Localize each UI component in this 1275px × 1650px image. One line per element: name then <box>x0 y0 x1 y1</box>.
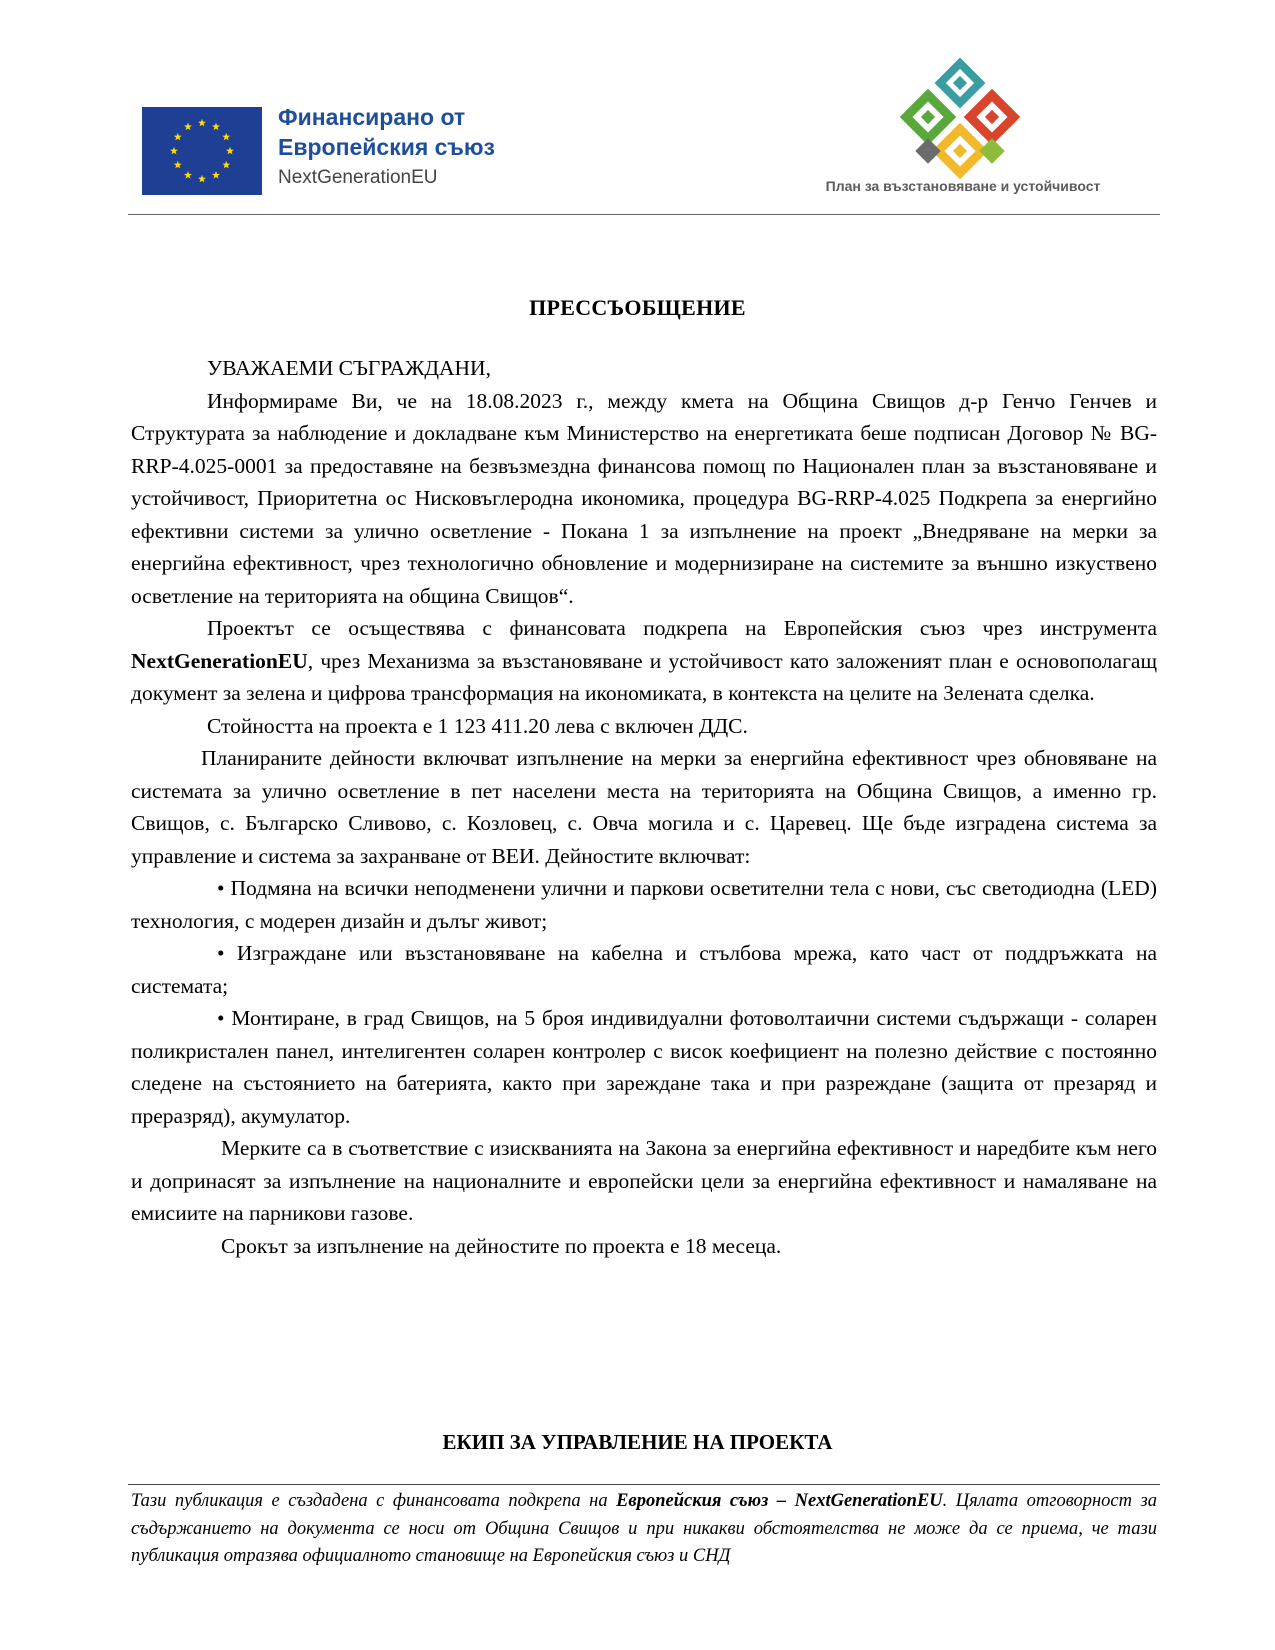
bullet-item: • Подмяна на всички неподменени улични и паркови осветителни тела с нови, със светодиодна (LED) технология, с модерен дизайн и дълъг живот; <box>131 876 1157 933</box>
eu-funding-line2: Европейския съюз <box>278 134 495 160</box>
eu-flag-logo <box>142 107 262 195</box>
paragraph-project-value: Стойността на проекта е 1 123 411.20 лева с включен ДДС. <box>207 713 748 738</box>
signature-team: ЕКИП ЗА УПРАВЛЕНИЕ НА ПРОЕКТА <box>442 1430 833 1454</box>
footer-text-1: Тази публикация е създадена с финансовата подкрепа на <box>131 1491 617 1511</box>
salutation: УВАЖАЕМИ СЪГРАЖДАНИ, <box>207 356 491 380</box>
footer-divider <box>128 1484 1160 1485</box>
eu-funding-label <box>278 102 495 192</box>
footer-funder: Европейския съюз – NextGenerationEU <box>616 1491 943 1511</box>
eu-funding-line3: NextGenerationEU <box>278 167 438 188</box>
recovery-plan-logo <box>880 55 1040 190</box>
bullet-item: • Изграждане или възстановяване на кабелна и стълбова мрежа, като част от поддръжката на системата; <box>131 941 1157 998</box>
paragraph-activities: Планираните дейности включват изпълнение на мерки за енергийна ефективност чрез обновяване на системата за улично осветление в пет населени места на територията на Община Свищов, а именно гр. Свищов, с. Българско Сливово, с. Козловец, с. Овча могила и с. Царевец. Ще бъде изградена система за управление и система за захранване от ВЕИ. Дейностите включват: <box>131 746 1157 868</box>
paragraph-contract: Информираме Ви, че на 18.08.2023 г., между кмета на Община Свищов д-р Генчо Генчев и Структурата за наблюдение и докладване към Министерство на енергетиката беше подписан Договор № BG-RRP-4.025-0001 за предоставяне на безвъзмездна финансова помощ по Национален план за възстановяване и устойчивост, Приоритетна ос Нисковъглеродна икономика, процедура BG-RRP-4.025 Подкрепа за енергийно ефективни системи за улично осветление - Покана 1 за изпълнение на проект „Внедряване на мерки за енергийна ефективност, чрез технологично обновление и модернизиране на системите за външно изкуствено осветление на територията на община Свищов“. <box>131 388 1157 608</box>
paragraph-duration: Срокът за изпълнение на дейностите по проекта е 18 месеца. <box>221 1233 782 1258</box>
paragraph-funding-text-2: , чрез Механизма за възстановяване и устойчивост като заложеният план е основополагащ документ за зелена и цифрова трансформация на икономиката, в контекста на целите на Зелената сделка. <box>131 648 1157 705</box>
paragraph-compliance: Мерките са в съответствие с изискванията на Закона за енергийна ефективност и наредбите към него и допринасят за изпълнение на националните и европейски цели за енергийна ефективност и намаляване на емисиите на парникови газове. <box>131 1136 1157 1225</box>
recovery-plan-caption: План за възстановяване и устойчивост <box>825 178 1101 194</box>
document-header <box>128 50 1160 215</box>
footer-disclaimer <box>131 1488 1157 1571</box>
paragraph-funding <box>131 612 1157 710</box>
footer-text-2: . Цялата отговорност за съдържанието на документа се носи от Община Свищов и при никакви обстоятелства не може да се приема, че тази публикация отразява официалното становище на Европейския съюз и СНД <box>131 1491 1157 1566</box>
paragraph-funding-text-1: Проектът се осъществява с финансовата подкрепа на Европейския съюз чрез инструмента <box>207 616 1157 640</box>
eu-funding-line1: Финансирано от <box>278 104 466 130</box>
page-title: ПРЕССЪОБЩЕНИЕ <box>529 295 746 320</box>
bullet-item: • Монтиране, в град Свищов, на 5 броя индивидуални фотоволтаични системи съдържащи - соларен поликристален панел, интелигентен соларен контролер с висок коефициент на полезно действие с постоянно следене на състоянието на батерията, както при зареждане така и при разреждане (защита от презаряд и преразряд), акумулатор. <box>131 1006 1157 1128</box>
paragraph-funding-instrument: NextGenerationEU <box>131 648 308 673</box>
header-divider <box>128 214 1160 215</box>
press-release-body <box>131 352 1157 1262</box>
